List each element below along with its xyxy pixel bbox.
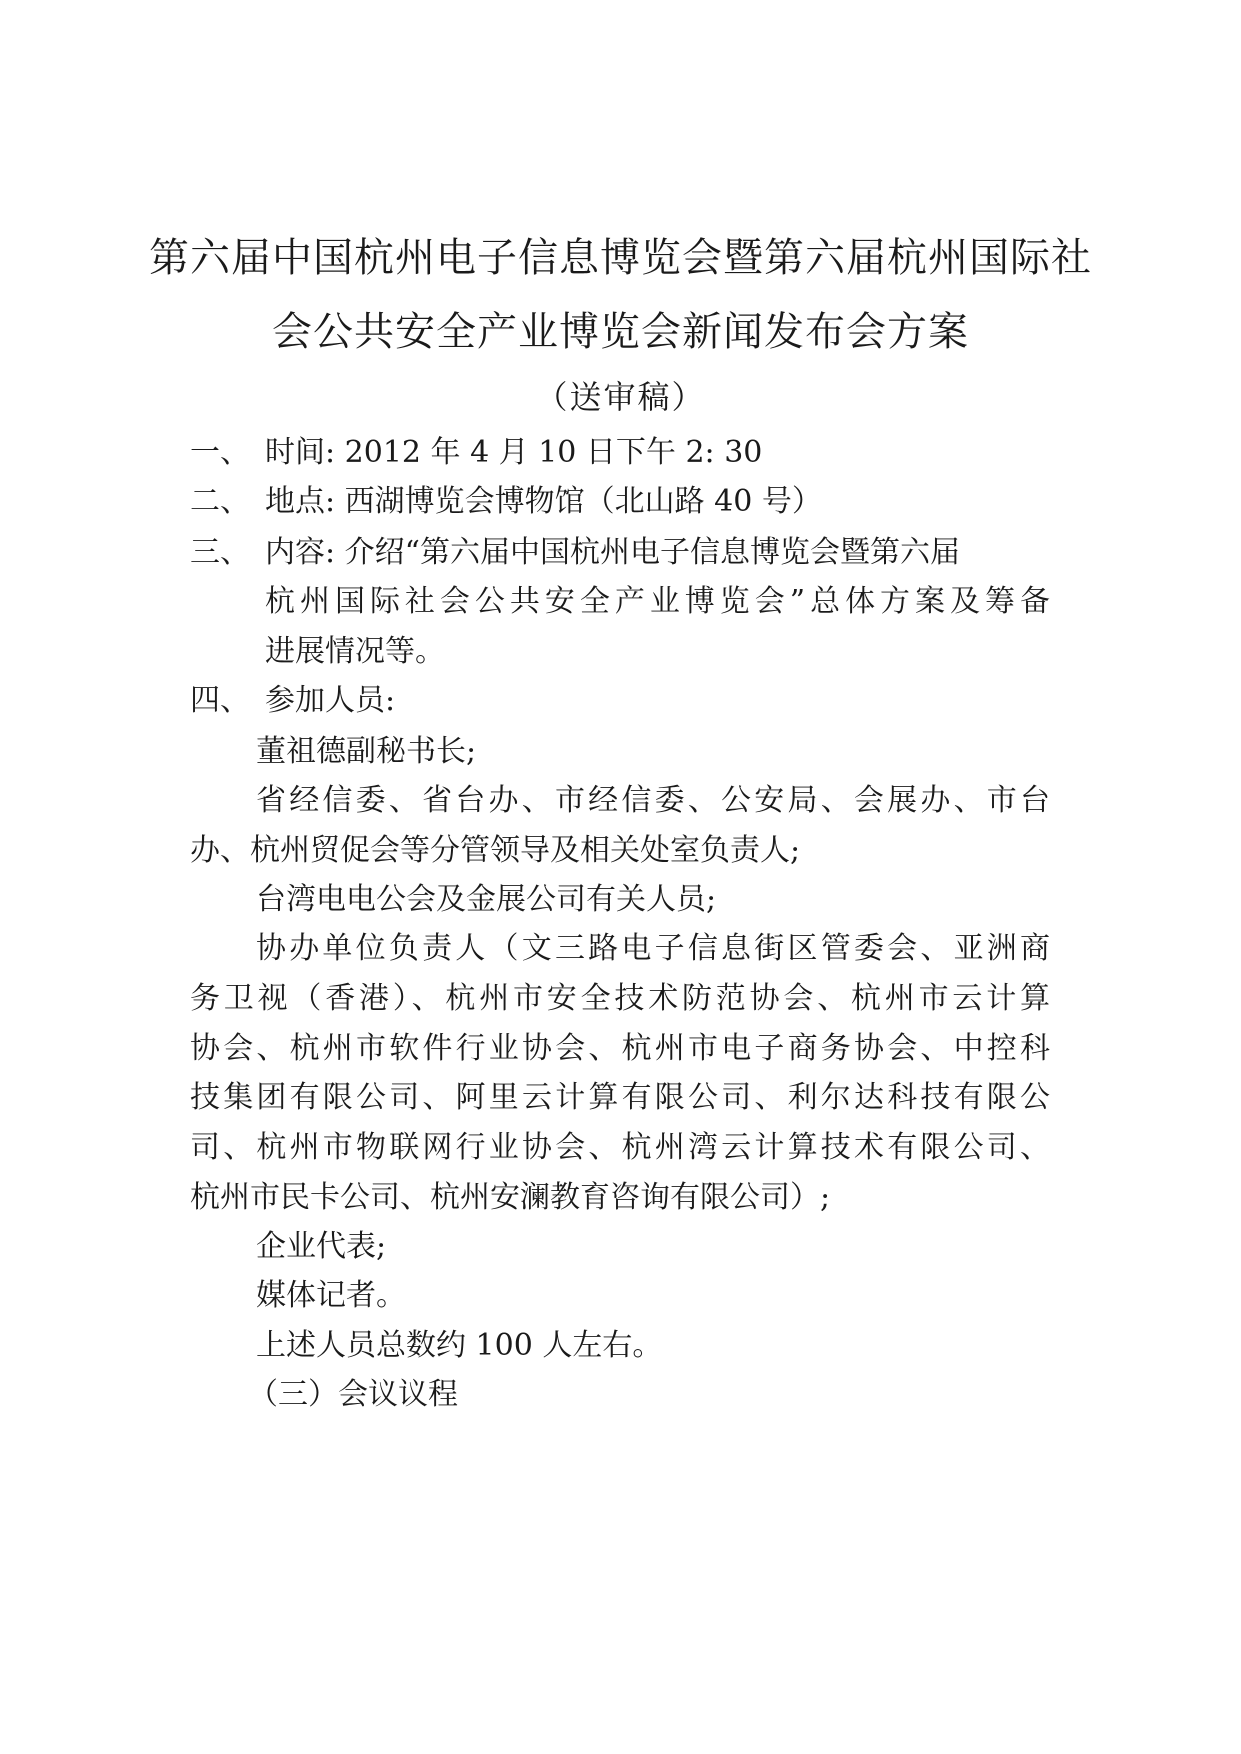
- participant-total: 上述人员总数约 100 人左右。: [256, 1328, 663, 1363]
- item-text: 参加人员:: [265, 683, 396, 718]
- participant-assist-line-4: 技集团有限公司、阿里云计算有限公司、利尔达科技有限公: [190, 1080, 1050, 1115]
- participant-provincial-line-1: 省经信委、省台办、市经信委、公安局、会展办、市台: [256, 783, 1050, 818]
- item-number: 三、: [190, 535, 250, 570]
- item-content: [190, 533, 960, 573]
- item-number: 二、: [190, 484, 250, 519]
- agenda-heading: （三）会议议程: [248, 1377, 458, 1412]
- item-content-continuation-2: 进展情况等。: [265, 634, 445, 669]
- participant-enterprise: 企业代表;: [256, 1229, 387, 1264]
- participant-assist-line-1: 协办单位负责人（文三路电子信息街区管委会、亚洲商: [256, 931, 1050, 966]
- item-location: [190, 482, 822, 522]
- participant-dong: 董祖德副秘书长;: [256, 734, 477, 769]
- participant-assist-line-6: 杭州市民卡公司、杭州安澜教育咨询有限公司）;: [190, 1180, 831, 1215]
- participant-assist-line-3: 协会、杭州市软件行业协会、杭州市电子商务协会、中控科: [190, 1031, 1050, 1066]
- document-title-line-1: 第六届中国杭州电子信息博览会暨第六届杭州国际社: [149, 235, 1092, 281]
- item-number: 一、: [190, 435, 250, 470]
- document-subtitle: （送审稿）: [535, 378, 706, 416]
- item-number: 四、: [190, 683, 250, 718]
- participant-media: 媒体记者。: [256, 1278, 406, 1313]
- participant-assist-line-5: 司、杭州市物联网行业协会、杭州湾云计算技术有限公司、: [190, 1130, 1050, 1165]
- item-text: 时间: 2012 年 4 月 10 日下午 2: 30: [265, 435, 763, 470]
- item-time: [190, 433, 762, 473]
- document-title-line-2: 会公共安全产业博览会新闻发布会方案: [272, 309, 969, 355]
- item-text: 内容: 介绍“第六届中国杭州电子信息博览会暨第六届: [265, 535, 960, 570]
- participant-taiwan: 台湾电电公会及金展公司有关人员;: [256, 882, 717, 917]
- item-participants: [190, 681, 395, 721]
- item-text: 地点: 西湖博览会博物馆（北山路 40 号）: [265, 484, 822, 519]
- participant-provincial-line-2: 办、杭州贸促会等分管领导及相关处室负责人;: [190, 833, 801, 868]
- participant-assist-line-2: 务卫视（香港）、杭州市安全技术防范协会、杭州市云计算: [190, 981, 1050, 1016]
- item-content-continuation-1: 杭州国际社会公共安全产业博览会”总体方案及筹备: [265, 584, 1050, 619]
